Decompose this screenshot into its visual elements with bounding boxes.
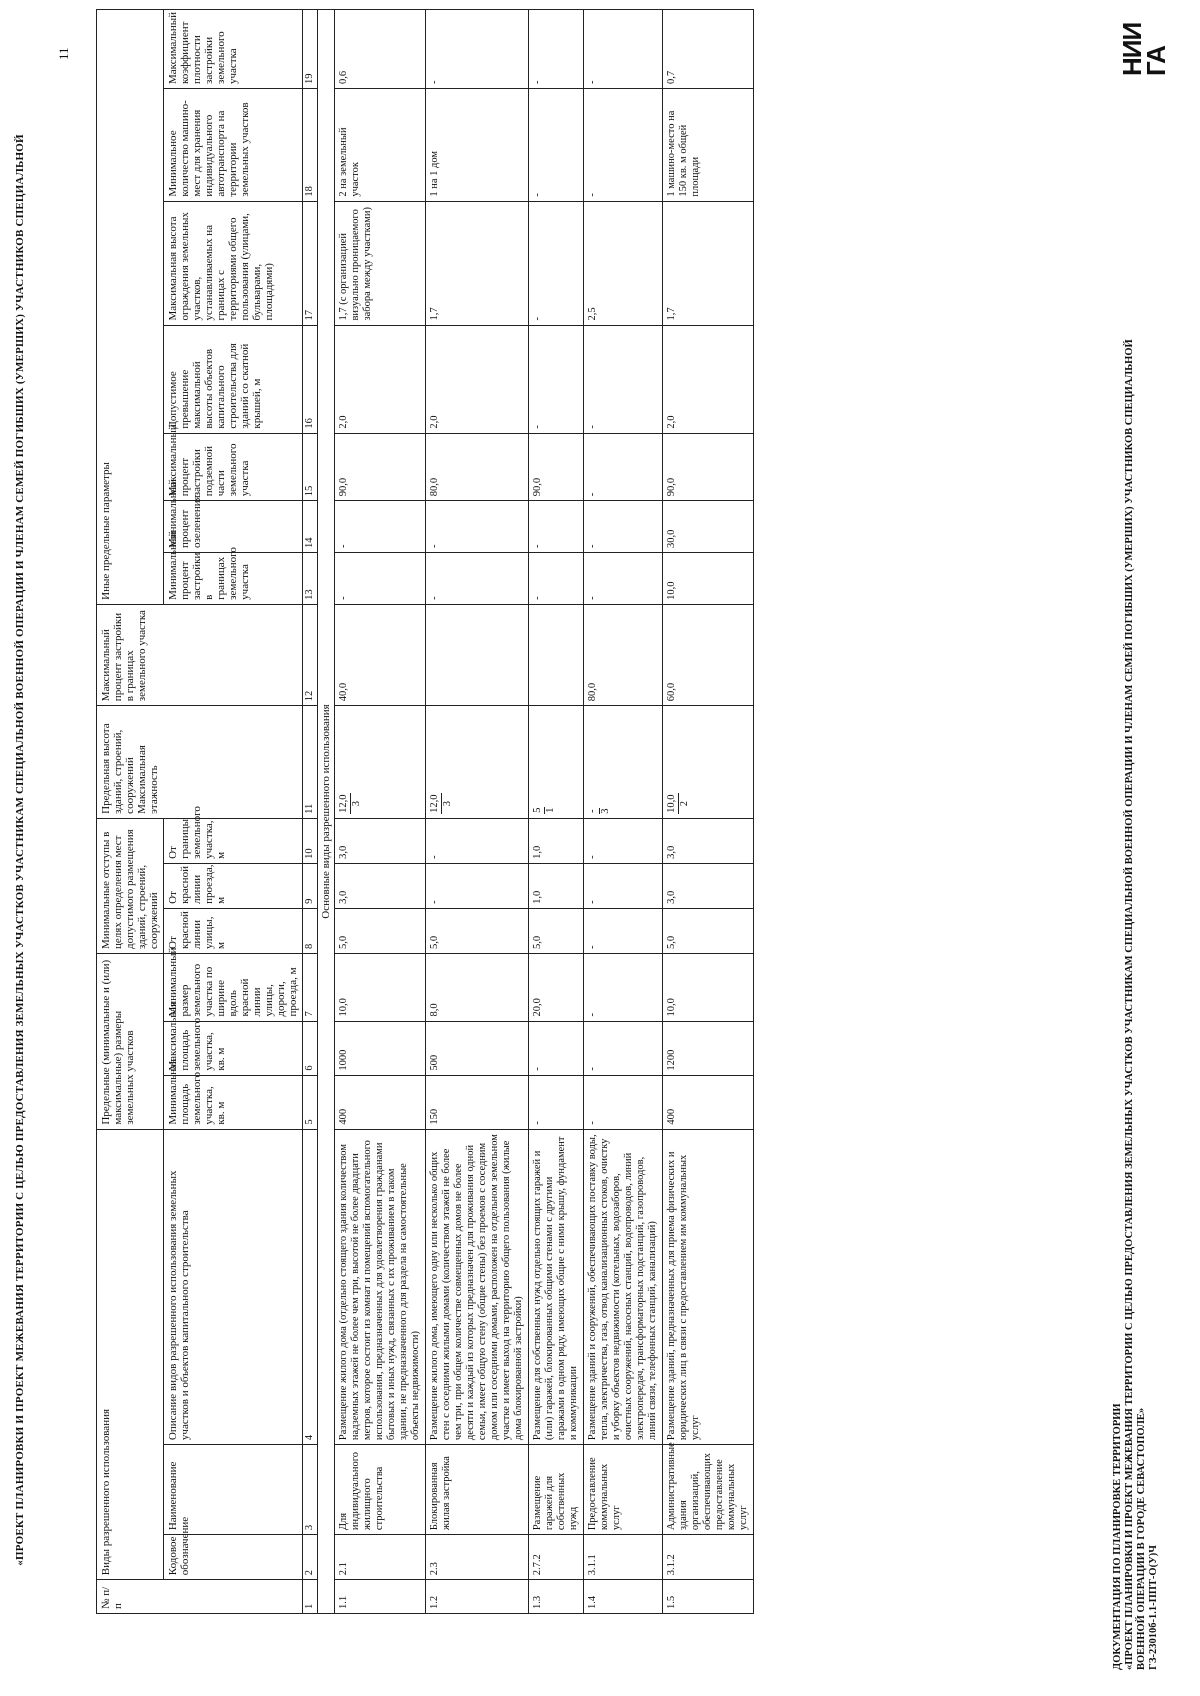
column-number: 11: [303, 706, 318, 819]
cell-setback-passage: 1,0: [529, 863, 584, 908]
height-value: 10,0: [666, 794, 677, 813]
cell-min-parking: -: [529, 89, 584, 202]
th-min-area: Минимальная площадь земельного участка, кв. м: [164, 1075, 303, 1129]
column-number: 5: [303, 1075, 318, 1129]
document-title-line: «ПРОЕКТ ПЛАНИРОВКИ И ПРОЕКТ МЕЖЕВАНИЯ ТЕРРИТОРИИ С ЦЕЛЬЮ ПРЕДОСТАВЛЕНИЯ ЗЕМЕЛЬНЫХ УЧАСТКОВ УЧАСТНИКАМ СПЕЦИАЛЬНОЙ ВОЕННОЙ ОПЕРАЦИИ И ЧЛЕНАМ СЕМЕЙ ПОГИБШИХ (УМЕРШИХ) УЧАСТНИКОВ СПЕЦИАЛЬНОЙ: [14, 134, 26, 1566]
height-value: 12,0: [338, 794, 349, 813]
table-row: [426, 10, 529, 1614]
cell-max-coverage: 40,0: [335, 604, 426, 705]
logo-line-2: ГА: [1141, 46, 1171, 76]
th-min-coverage: Минимальный процент застройки в границах земельного участка: [164, 553, 303, 605]
section-cell: [318, 10, 335, 1614]
table-row: [335, 10, 426, 1614]
cell-code: 2.7.2: [529, 1535, 584, 1580]
th-group-sizes: Предельные (минимальные и (или) максимальные) размеры земельных участков: [97, 953, 164, 1129]
cell-fence-height: 1,7 (с организацией визуально проницаемого забора между участками): [335, 201, 426, 325]
header-line-3: ВОЕННОЙ ОПЕРАЦИИ В ГОРОДЕ СЕВАСТОПОЛЕ»: [1136, 1407, 1147, 1670]
column-number: 7: [303, 953, 318, 1021]
th-group-vri: Виды разрешенного использования: [97, 1129, 164, 1580]
cell-setback-passage: -: [584, 863, 663, 908]
cell-name: Блокированная жилая застройка: [426, 1445, 529, 1535]
institute-logo: [1117, 6, 1184, 76]
cell-min-area: 400: [663, 1075, 754, 1129]
cell-setback-boundary: 1,0: [529, 818, 584, 863]
height-value: 12,0: [429, 794, 440, 813]
cell-descr: Размещение жилого дома, имеющего одну или несколько общих стен с соседними жилыми домами (количеством этажей не более чем три, при общем количестве совмещенных домов не более десяти и каждый из которых предназначен для проживания одной семьи, имеет общую стену (общие стены) без проемов с соседним домом или соседними домами, расположен на отдельном земельном участке и имеет выход на территорию общего пользования (жилые дома блокированной застройки): [426, 1129, 529, 1444]
cell-min-coverage: -: [529, 553, 584, 605]
floors-value: 1: [545, 807, 556, 813]
column-number: 18: [303, 89, 318, 202]
table-row: [663, 10, 754, 1614]
cell-fence-height: 1,7: [426, 201, 529, 325]
th-num: № п/п: [97, 1580, 303, 1614]
header-line-4: ГЗ-23010б-1.1-ППТ-О(У)Ч: [1148, 1544, 1159, 1670]
column-number: 14: [303, 501, 318, 553]
cell-min-parking: 1 на 1 дом: [426, 89, 529, 202]
cell-max-underground: -: [584, 433, 663, 501]
column-number: 3: [303, 1445, 318, 1535]
column-number: 15: [303, 433, 318, 501]
cell-min-green: -: [335, 501, 426, 553]
header-line-2: «ПРОЕКТ ПЛАНИРОВКИ И ПРОЕКТ МЕЖЕВАНИЯ ТЕРРИТОРИИ С ЦЕЛЬЮ ПРЕДОСТАВЛЕНИЯ ЗЕМЕЛЬНЫХ УЧАСТКОВ УЧАСТНИКАМ СПЕЦИАЛЬНОЙ ВОЕННОЙ ОПЕРАЦИИ И ЧЛЕНАМ СЕМЕЙ ПОГИБШИХ (УМЕРШИХ) УЧАСТНИКОВ СПЕЦИАЛЬНОЙ: [1124, 339, 1135, 1670]
regulations-table-wrapper: [96, 9, 1106, 1614]
column-number: 17: [303, 201, 318, 325]
cell-descr: Размещение жилого дома (отдельно стоящего здания количеством надземных этажей не более чем три, высотой не более двадцати метров, которое состоит из комнат и помещений вспомогательного использования, предназначенных для удовлетворения гражданами бытовых и иных нужд, связанных с их проживанием в таком здании, не предназначенного для раздела на самостоятельные объекты недвижимости): [335, 1129, 426, 1444]
th-height: Предельная высота зданий, строений, сооружений Максимальная этажность: [97, 706, 303, 819]
column-number: 12: [303, 604, 318, 705]
cell-descr: Размещение для собственных нужд отдельно стоящих гаражей и (или) гаражей, блокированных общими стенами с другими гаражами в одном ряду, имеющих общие с ними крышу, фундамент и коммуникации: [529, 1129, 584, 1444]
cell-max-underground: 90,0: [663, 433, 754, 501]
regulations-table: [96, 9, 754, 1614]
cell-name: Размещение гаражей для собственных нужд: [529, 1445, 584, 1535]
cell-min-parking: 1 машино-место на 150 кв. м общей площади: [663, 89, 754, 202]
cell-fence-height: 1,7: [663, 201, 754, 325]
cell-height: [426, 706, 529, 819]
column-number: 1: [303, 1580, 318, 1614]
cell-min-width: 10,0: [663, 953, 754, 1021]
th-height-excess: Допустимое превышение максимальной высоты объектов капитального строительства для зданий со скатной крышей, м: [164, 325, 303, 433]
cell-name: Предоставление коммунальных услуг: [584, 1445, 663, 1535]
th-setback-passage: От красной линии проезда, м: [164, 863, 303, 908]
cell-code: 2.3: [426, 1535, 529, 1580]
cell-setback-boundary: -: [426, 818, 529, 863]
cell-max-density: 0,6: [335, 10, 426, 89]
page-number: 11: [56, 47, 71, 60]
cell-min-coverage: -: [335, 553, 426, 605]
column-number: 8: [303, 908, 318, 953]
cell-max-density: -: [529, 10, 584, 89]
th-max-density: Максимальный коэффициент плотности застройки земельного участка: [164, 10, 303, 89]
section-title: Основные виды разрешенного использования: [320, 704, 332, 919]
floors-value: 3: [442, 801, 453, 807]
cell-num: 1.2: [426, 1580, 529, 1614]
th-setback-street: От красной линии улицы, м: [164, 908, 303, 953]
cell-max-density: -: [426, 10, 529, 89]
floors-value: 3: [600, 808, 611, 814]
cell-setback-street: 5,0: [663, 908, 754, 953]
header-row-1: [97, 10, 164, 1614]
cell-code: 2.1: [335, 1535, 426, 1580]
cell-fence-height: -: [529, 201, 584, 325]
table-row: [584, 10, 663, 1614]
cell-num: 1.5: [663, 1580, 754, 1614]
th-max-coverage: Максимальный процент застройки в границах земельного участка: [97, 604, 303, 705]
cell-max-area: 1000: [335, 1021, 426, 1075]
column-number: 6: [303, 1021, 318, 1075]
floors-value: 2: [679, 801, 690, 807]
cell-max-coverage: 60,0: [663, 604, 754, 705]
cell-code: 3.1.2: [663, 1535, 754, 1580]
cell-descr: Размещение зданий и сооружений, обеспечивающих поставку воды, тепла, электричества, газа, отвод канализационных стоков, очистку и уборку объектов недвижимости (котельных, водозаборов, очистных сооружений, насосных станций, водопроводов, линий электропередач, трансформаторных подстанций, газопроводов, линий связи, телефонных станций, канализаций): [584, 1129, 663, 1444]
column-number: 10: [303, 818, 318, 863]
column-number: 16: [303, 325, 318, 433]
th-descr: Описание видов разрешенного использования земельных участков и объектов капитального строительства: [164, 1129, 303, 1444]
th-group-other: Иные предельные параметры: [97, 10, 164, 605]
cell-min-coverage: -: [426, 553, 529, 605]
cell-min-green: -: [426, 501, 529, 553]
cell-max-underground: 90,0: [335, 433, 426, 501]
th-setback-boundary: От границы земельного участка, м: [164, 818, 303, 863]
column-number: 9: [303, 863, 318, 908]
cell-min-parking: -: [584, 89, 663, 202]
cell-min-green: -: [584, 501, 663, 553]
cell-min-area: -: [584, 1075, 663, 1129]
cell-max-area: -: [584, 1021, 663, 1075]
th-name: Наименование: [164, 1445, 303, 1535]
cell-num: 1.4: [584, 1580, 663, 1614]
height-fraction: [338, 793, 363, 813]
cell-max-area: 1200: [663, 1021, 754, 1075]
column-number: 13: [303, 553, 318, 605]
logo-line-1: НИИ: [1117, 22, 1147, 76]
cell-height-excess: -: [584, 325, 663, 433]
cell-max-area: 500: [426, 1021, 529, 1075]
cell-max-coverage: [529, 604, 584, 705]
cell-descr: Размещение зданий, предназначенных для приема физических и юридических лиц в связи с предоставлением им коммунальных услуг: [663, 1129, 754, 1444]
cell-setback-street: -: [584, 908, 663, 953]
height-fraction: [429, 793, 454, 813]
cell-max-underground: 80,0: [426, 433, 529, 501]
cell-height-excess: 2,0: [426, 325, 529, 433]
cell-num: 1.3: [529, 1580, 584, 1614]
cell-max-area: -: [529, 1021, 584, 1075]
cell-height: [335, 706, 426, 819]
cell-height-excess: 2,0: [335, 325, 426, 433]
th-code: Кодовое обозначение: [164, 1535, 303, 1580]
th-min-green: Минимальный процент озеленения: [164, 501, 303, 553]
th-min-width: Минимальный размер земельного участка по ширине вдоль красной линии улицы, дороги, проезда, м: [164, 953, 303, 1021]
table-row: [529, 10, 584, 1614]
cell-min-coverage: 10,0: [663, 553, 754, 605]
th-fence-height: Максимальная высота ограждения земельных участков, устанавливаемых на границах с территориями общего пользования (улицами, бульварами, площадями): [164, 201, 303, 325]
cell-min-green: 30,0: [663, 501, 754, 553]
cell-min-width: -: [584, 953, 663, 1021]
cell-height-excess: 2,0: [663, 325, 754, 433]
cell-setback-passage: -: [426, 863, 529, 908]
table-body: [303, 10, 754, 1614]
cell-setback-street: 5,0: [529, 908, 584, 953]
document-header: [1112, 339, 1160, 1670]
cell-min-area: 150: [426, 1075, 529, 1129]
cell-setback-boundary: 3,0: [335, 818, 426, 863]
cell-max-coverage: [426, 604, 529, 705]
cell-min-area: 400: [335, 1075, 426, 1129]
cell-name: Для индивидуального жилищного строительства: [335, 1445, 426, 1535]
cell-min-area: -: [529, 1075, 584, 1129]
column-numbers-row: [303, 10, 318, 1614]
cell-max-density: -: [584, 10, 663, 89]
cell-setback-passage: 3,0: [663, 863, 754, 908]
cell-min-width: 10,0: [335, 953, 426, 1021]
height-fraction: [666, 793, 691, 813]
cell-min-width: 20,0: [529, 953, 584, 1021]
cell-setback-street: 5,0: [426, 908, 529, 953]
cell-max-density: 0,7: [663, 10, 754, 89]
cell-setback-boundary: -: [584, 818, 663, 863]
height-value: -: [587, 809, 598, 813]
height-value: 5: [532, 807, 543, 813]
cell-code: 3.1.1: [584, 1535, 663, 1580]
column-number: 19: [303, 10, 318, 89]
column-number: 2: [303, 1535, 318, 1580]
th-group-setbacks: Минимальные отступы в целях определения мест допустимого размещения зданий, строений, сооружений: [97, 818, 164, 953]
cell-height: [663, 706, 754, 819]
cell-num: 1.1: [335, 1580, 426, 1614]
cell-setback-street: 5,0: [335, 908, 426, 953]
cell-setback-boundary: 3,0: [663, 818, 754, 863]
column-number: 4: [303, 1129, 318, 1444]
cell-height-excess: -: [529, 325, 584, 433]
th-max-underground: Максимальный процент застройки подземной части земельного участка: [164, 433, 303, 501]
cell-min-width: 8,0: [426, 953, 529, 1021]
cell-fence-height: 2,5: [584, 201, 663, 325]
cell-height: [529, 706, 584, 819]
cell-max-underground: 90,0: [529, 433, 584, 501]
th-min-parking: Минимальное количество машино-мест для хранения индивидуального автотранспорта на территории земельных участков: [164, 89, 303, 202]
cell-name: Административные здания организаций, обеспечивающих предоставление коммунальных услуг: [663, 1445, 754, 1535]
section-row: [318, 10, 335, 1614]
cell-min-coverage: -: [584, 553, 663, 605]
height-fraction: [587, 808, 612, 814]
height-fraction: [532, 807, 557, 814]
floors-value: 3: [351, 801, 362, 807]
cell-min-green: -: [529, 501, 584, 553]
cell-min-parking: 2 на земельный участок: [335, 89, 426, 202]
cell-max-coverage: 80,0: [584, 604, 663, 705]
header-line-1: ДОКУМЕНТАЦИЯ ПО ПЛАНИРОВКЕ ТЕРРИТОРИИ: [1112, 1403, 1123, 1670]
th-max-area: Максимальная площадь земельного участка, кв. м: [164, 1021, 303, 1075]
cell-height: [584, 706, 663, 819]
cell-setback-passage: 3,0: [335, 863, 426, 908]
